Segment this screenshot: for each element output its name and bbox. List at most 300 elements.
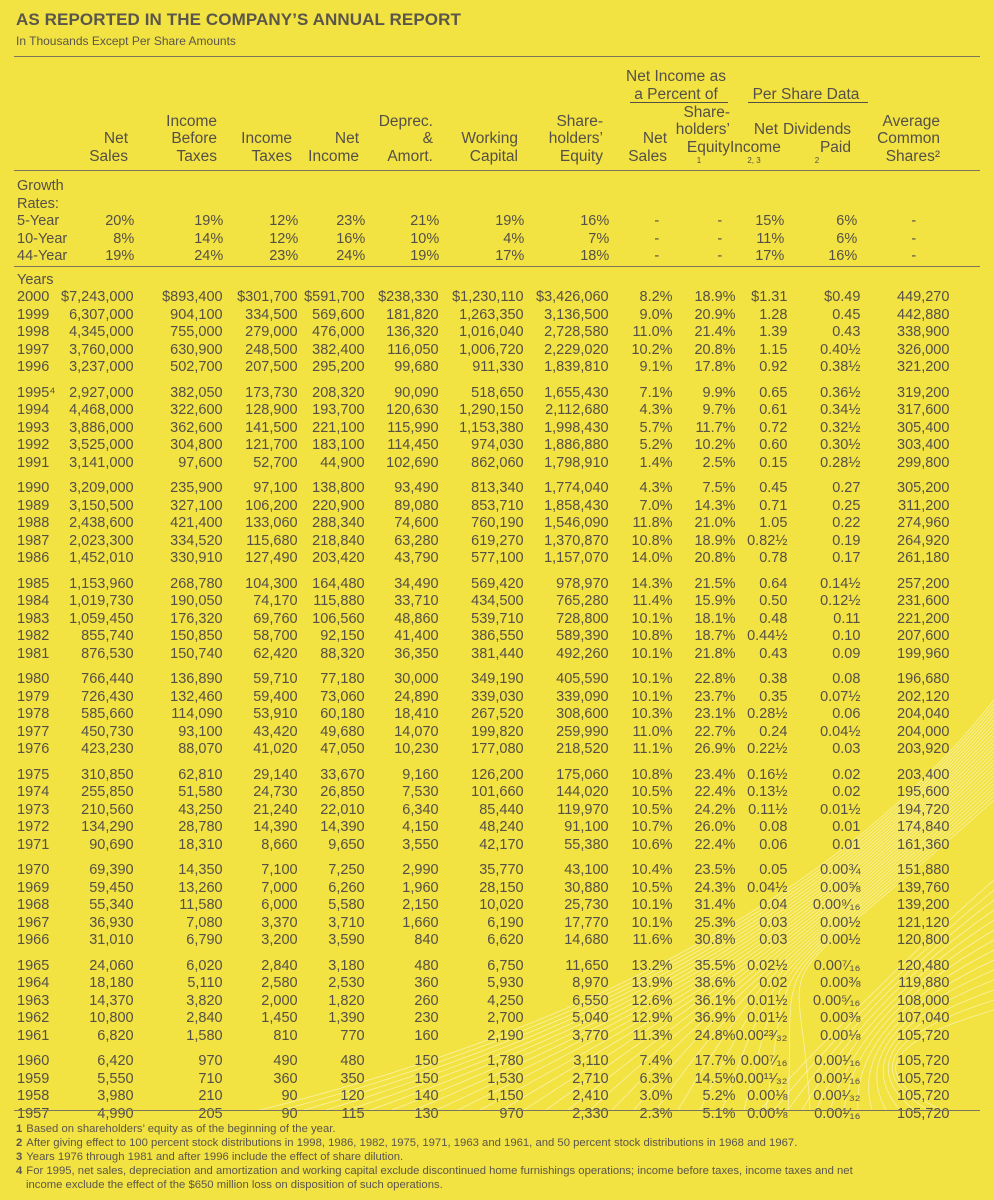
column-header-footnote-ref: 2, 3 — [747, 156, 761, 166]
table-cell: 264,920 — [897, 532, 950, 549]
table-cell: 5,580 — [328, 897, 365, 913]
table-cell: 1,780 — [487, 1053, 524, 1069]
table-cell: 235,900 — [170, 480, 223, 496]
table-cell: 0.61 — [759, 402, 788, 418]
table-row — [17, 576, 949, 594]
growth-cell: 21% — [410, 213, 440, 229]
table-cell: 24,730 — [253, 784, 298, 800]
table-cell: 21,240 — [253, 801, 298, 818]
table-cell: 3,237,000 — [69, 359, 134, 375]
table-cell: 18,310 — [178, 836, 223, 853]
table-cell: 728,800 — [556, 610, 609, 627]
column-header-line: Before — [171, 130, 217, 147]
table-cell: 164,480 — [312, 575, 365, 592]
table-cell: 904,100 — [170, 306, 223, 323]
growth-cell: 23% — [269, 248, 299, 264]
table-cell: 261,180 — [897, 550, 950, 566]
table-cell: 1,960 — [402, 879, 439, 896]
table-cell: 1,263,350 — [459, 306, 524, 323]
table-row — [17, 819, 949, 837]
table-cell: 3,710 — [328, 914, 365, 931]
table-cell: 5,930 — [487, 975, 524, 991]
table-cell: 2,438,600 — [69, 515, 134, 531]
table-cell: 2,410 — [572, 1088, 609, 1104]
table-row — [17, 706, 949, 724]
table-row — [17, 958, 949, 976]
table-row — [17, 1088, 949, 1106]
table-cell: 14.5% — [694, 1070, 736, 1087]
table-cell: 121,120 — [897, 914, 950, 931]
table-cell: 0.00⅝ — [820, 879, 861, 896]
table-cell: 0.00½ — [820, 932, 861, 948]
table-cell: 255,850 — [81, 784, 134, 800]
table-cell: 10.5% — [631, 801, 673, 818]
table-row — [17, 342, 949, 360]
table-cell: 23.7% — [694, 688, 736, 705]
years-label: Years — [17, 272, 54, 288]
year-label: 1976 — [17, 741, 50, 757]
table-row — [17, 437, 949, 455]
table-cell: 6,820 — [97, 1027, 134, 1044]
table-cell: 20.8% — [694, 341, 736, 358]
table-cell: 93,100 — [178, 723, 223, 740]
table-cell: 60,180 — [320, 706, 365, 722]
year-label: 1992 — [17, 437, 50, 453]
table-cell: 150,740 — [170, 645, 223, 662]
growth-row — [17, 231, 946, 249]
table-cell: 1,150 — [487, 1088, 524, 1104]
table-cell: 0.14½ — [820, 575, 861, 592]
table-cell: 41,400 — [394, 628, 439, 644]
table-cell: 1,452,010 — [69, 550, 134, 566]
table-cell: 1.39 — [759, 324, 788, 340]
table-cell: 1,655,430 — [544, 384, 609, 401]
table-cell: 1,059,450 — [69, 610, 134, 627]
table-cell: $591,700 — [304, 289, 365, 305]
table-cell: 48,240 — [479, 819, 524, 835]
table-row — [17, 1053, 949, 1071]
table-cell: 102,690 — [386, 454, 439, 471]
table-cell: 2,000 — [261, 992, 298, 1009]
table-cell: 619,270 — [471, 532, 524, 549]
table-cell: 248,500 — [245, 341, 298, 358]
table-cell: 23.4% — [694, 766, 736, 783]
table-cell: 2,927,000 — [69, 384, 134, 401]
table-row — [17, 862, 949, 880]
group-spacer — [17, 854, 949, 862]
table-cell: 18.9% — [694, 532, 736, 549]
footnote-number: 1 — [16, 1123, 23, 1135]
year-label: 1978 — [17, 706, 50, 722]
table-cell: 339,030 — [471, 688, 524, 705]
table-cell: 319,200 — [897, 384, 950, 401]
footnote — [16, 1150, 976, 1164]
table-cell: 0.22 — [832, 515, 861, 531]
column-header-line: Equity — [686, 138, 730, 156]
table-cell: 1,290,150 — [459, 402, 524, 418]
year-label: 1993 — [17, 419, 50, 436]
table-cell: 0.48 — [759, 610, 788, 627]
table-cell: 134,290 — [81, 819, 134, 835]
table-cell: 62,810 — [178, 766, 223, 783]
table-cell: 3,820 — [186, 992, 223, 1009]
table-cell: 3,150,500 — [69, 497, 134, 514]
growth-cell: 20% — [105, 213, 135, 229]
table-cell: 6.3% — [639, 1070, 673, 1087]
group-spacer — [17, 759, 949, 767]
table-cell: 132,460 — [170, 688, 223, 705]
table-cell: 13.2% — [631, 957, 673, 974]
table-cell: 139,760 — [897, 879, 950, 896]
year-label: 1969 — [17, 879, 50, 896]
table-cell: 0.50 — [759, 593, 788, 609]
table-row — [17, 724, 949, 742]
table-cell: 0.36½ — [820, 384, 861, 401]
table-cell: 89,080 — [394, 497, 439, 514]
table-cell: 0.38½ — [820, 359, 861, 375]
column-header-line: Net — [642, 130, 667, 147]
table-row — [17, 802, 949, 820]
table-cell: 10.4% — [631, 862, 673, 878]
table-cell: 9,160 — [402, 766, 439, 783]
table-cell: 22,010 — [320, 801, 365, 818]
table-row — [17, 1028, 949, 1046]
table-cell: 476,000 — [312, 324, 365, 340]
table-row — [17, 880, 949, 898]
column-header-line: Net — [103, 130, 128, 147]
table-cell: 6,190 — [487, 914, 524, 931]
year-label: 1968 — [17, 897, 50, 913]
table-row — [17, 915, 949, 933]
growth-divider — [14, 266, 980, 267]
table-cell: 4,250 — [487, 992, 524, 1009]
table-cell: 0.17 — [832, 550, 861, 566]
year-label: 1983 — [17, 610, 50, 627]
footnote-number: 4 — [16, 1165, 23, 1177]
table-cell: 0.00¾ — [820, 862, 861, 878]
table-cell: 3,110 — [573, 1053, 609, 1069]
table-cell: 17.7% — [694, 1053, 736, 1069]
table-cell: 10,800 — [89, 1010, 134, 1026]
table-cell: 22.4% — [694, 784, 736, 800]
growth-cell: 6% — [836, 213, 858, 229]
column-header-line: Taxes — [176, 147, 217, 165]
table-cell: 0.06 — [759, 836, 788, 853]
table-cell: 1.4% — [639, 454, 673, 471]
table-cell: 339,090 — [556, 688, 609, 705]
table-cell: 2,580 — [261, 975, 298, 991]
table-cell: 305,200 — [897, 480, 950, 496]
table-cell: 202,120 — [897, 688, 950, 705]
table-cell: 0.71 — [759, 497, 788, 514]
table-row — [17, 402, 949, 420]
year-label: 1984 — [17, 593, 50, 609]
column-header-line: holders’ — [675, 121, 730, 139]
table-cell: 210 — [198, 1088, 223, 1104]
page-title: AS REPORTED IN THE COMPANY’S ANNUAL REPORT — [16, 10, 461, 29]
year-label: 1963 — [17, 992, 50, 1009]
table-cell: 0.01 — [832, 836, 861, 853]
table-cell: 22.4% — [694, 836, 736, 853]
table-cell: 8,660 — [261, 836, 298, 853]
table-cell: 10.2% — [631, 341, 673, 358]
table-cell: 0.06 — [832, 706, 861, 722]
table-cell: 2,840 — [186, 1010, 223, 1026]
table-cell: 220,900 — [312, 497, 365, 514]
table-cell: 0.60 — [759, 437, 788, 453]
table-cell: 970 — [499, 1105, 524, 1122]
growth-cell: 17% — [755, 248, 785, 264]
table-cell: 259,990 — [556, 723, 609, 740]
table-cell: 101,660 — [471, 784, 524, 800]
table-cell: 62,420 — [253, 645, 298, 662]
table-cell: 18.1% — [694, 610, 736, 627]
growth-cell: 19% — [495, 213, 525, 229]
year-label: 1975 — [17, 766, 50, 783]
table-cell: 327,100 — [170, 497, 223, 514]
table-cell: 44,900 — [320, 454, 365, 471]
table-cell: 4,345,000 — [69, 324, 134, 340]
table-cell: 7,080 — [186, 914, 223, 931]
year-label: 1972 — [17, 819, 50, 835]
table-cell: 207,500 — [245, 359, 298, 375]
table-row — [17, 307, 949, 325]
growth-cell: 14% — [194, 230, 224, 247]
year-label: 1958 — [17, 1088, 50, 1104]
table-cell: 381,440 — [471, 645, 524, 662]
table-cell: 18,180 — [89, 975, 134, 991]
year-label: 1998 — [17, 324, 50, 340]
table-cell: 7.1% — [639, 384, 673, 401]
table-cell: 0.72 — [759, 419, 788, 436]
table-row — [17, 932, 949, 950]
table-row — [17, 533, 949, 551]
table-cell: 53,910 — [253, 706, 298, 722]
table-cell: 1,580 — [186, 1027, 223, 1044]
table-cell: 1.15 — [759, 341, 788, 358]
table-cell: 3,980 — [97, 1088, 134, 1104]
column-header-line: Common — [877, 130, 940, 147]
table-cell: 43,250 — [178, 801, 223, 818]
group-spacer — [17, 1045, 949, 1053]
table-cell: 0.04½ — [747, 879, 788, 896]
table-cell: 577,100 — [471, 550, 524, 566]
table-cell: 59,450 — [89, 879, 134, 896]
footnote-text: After giving effect to 100 percent stock distributions in 1998, 1986, 1982, 1975, 1971, 1963 and 1961, and 50 percent stock distributions in 1968 and 1967. — [26, 1137, 798, 1149]
table-cell: 10.1% — [631, 645, 673, 662]
table-cell: 11,650 — [565, 957, 609, 974]
year-label: 1988 — [17, 515, 50, 531]
year-label: 1997 — [17, 341, 50, 358]
table-cell: 11.4% — [632, 593, 673, 609]
table-cell: 25.3% — [694, 914, 736, 931]
table-cell: 133,060 — [245, 515, 298, 531]
column-header-pct-net-sales — [607, 130, 667, 165]
table-cell: 88,320 — [320, 645, 365, 662]
table-cell: 6,620 — [487, 932, 524, 948]
table-row — [17, 593, 949, 611]
column-header-line: Average — [882, 112, 940, 130]
column-header-working-capital — [436, 130, 518, 165]
growth-row — [17, 213, 946, 231]
table-cell: 2,840 — [261, 957, 298, 974]
table-cell: 151,880 — [897, 862, 950, 878]
growth-row — [17, 248, 946, 266]
column-header-line: Income — [166, 112, 217, 130]
table-cell: 518,650 — [471, 384, 524, 401]
group-underline-per-share — [748, 102, 868, 103]
group-spacer — [17, 377, 949, 385]
table-cell: 330,910 — [170, 550, 223, 566]
table-cell: 33,710 — [394, 593, 439, 609]
year-label: 1957 — [17, 1105, 50, 1122]
table-cell: 755,000 — [170, 324, 223, 340]
footnote-continuation: income exclude the effect of the $650 million loss on disposition of such operations. — [26, 1179, 443, 1191]
table-cell: 24,060 — [89, 957, 134, 974]
table-cell: 0.07½ — [820, 688, 861, 705]
table-cell: 105,720 — [897, 1070, 950, 1087]
table-cell: 31,010 — [89, 932, 134, 948]
table-cell: 105,720 — [897, 1088, 950, 1104]
column-header-line: Amort. — [387, 147, 433, 165]
table-cell: 10.8% — [631, 628, 673, 644]
table-cell: 138,800 — [312, 480, 365, 496]
table-cell: 121,700 — [245, 437, 298, 453]
column-header-shareholders-equity — [521, 113, 603, 166]
table-cell: 14,350 — [178, 862, 223, 878]
growth-cell: 18% — [580, 248, 610, 264]
table-cell: 150 — [414, 1053, 439, 1069]
page-subtitle: In Thousands Except Per Share Amounts — [16, 34, 236, 48]
table-cell: 34,490 — [394, 575, 439, 592]
growth-cell: 16% — [828, 248, 858, 264]
table-cell: 5,110 — [187, 975, 223, 991]
table-cell: 13.9% — [631, 975, 673, 991]
growth-period-label: 5-Year — [17, 213, 60, 229]
table-cell: 130 — [414, 1105, 439, 1122]
table-cell: 10.1% — [631, 897, 673, 913]
table-cell: 73,060 — [320, 688, 365, 705]
annual-data-table — [17, 289, 949, 1123]
table-cell: 2.5% — [702, 454, 736, 471]
table-cell: 288,340 — [312, 515, 365, 531]
table-cell: 204,040 — [897, 706, 950, 722]
table-cell: 14,680 — [564, 932, 609, 948]
year-label: 1959 — [17, 1070, 50, 1087]
table-cell: 710 — [198, 1070, 223, 1087]
table-row — [17, 646, 949, 664]
table-cell: 0.00⅛ — [747, 1088, 788, 1104]
table-cell: 20.8% — [694, 550, 736, 566]
group-spacer — [17, 663, 949, 671]
growth-cell: 6% — [836, 230, 858, 247]
table-cell: 6,340 — [402, 801, 439, 818]
table-cell: $1,230,110 — [452, 289, 524, 305]
table-cell: 0.05 — [759, 862, 788, 878]
table-cell: 14.0% — [631, 550, 673, 566]
table-cell: 14.3% — [631, 575, 673, 592]
table-cell: 6,750 — [487, 957, 524, 974]
table-cell: 1,153,380 — [459, 419, 524, 436]
table-row — [17, 455, 949, 473]
table-cell: 4.3% — [639, 480, 673, 496]
table-cell: 1,546,090 — [544, 515, 609, 531]
table-cell: 9,650 — [328, 836, 365, 853]
table-cell: 11.0% — [632, 324, 673, 340]
table-cell: 855,740 — [81, 628, 134, 644]
growth-cell: - — [911, 248, 917, 264]
table-cell: 421,400 — [170, 515, 223, 531]
table-cell: 106,200 — [245, 497, 298, 514]
table-cell: 43,790 — [394, 550, 439, 566]
table-cell: 51,580 — [178, 784, 223, 800]
table-cell: 260 — [414, 992, 439, 1009]
year-label: 2000 — [17, 289, 50, 305]
growth-label-line1: Growth — [17, 178, 64, 194]
table-cell: 120,480 — [897, 957, 950, 974]
table-cell: 36.1% — [694, 992, 736, 1009]
table-cell: 569,600 — [312, 306, 365, 323]
table-cell: 1,820 — [328, 992, 365, 1009]
table-cell: 18,410 — [394, 706, 439, 722]
table-cell: 21.8% — [694, 645, 736, 662]
table-cell: 2,990 — [402, 862, 439, 878]
year-label: 1970 — [17, 862, 50, 878]
table-cell: 840 — [414, 932, 439, 948]
table-cell: 18.9% — [694, 289, 736, 305]
table-cell: 14,370 — [89, 992, 134, 1009]
table-cell: 199,960 — [897, 645, 950, 662]
table-cell: 120 — [340, 1088, 365, 1104]
footnote — [16, 1122, 976, 1136]
table-cell: 91,100 — [564, 819, 609, 835]
growth-cell: 16% — [336, 230, 366, 247]
year-label: 1982 — [17, 628, 50, 644]
year-label: 1965 — [17, 957, 50, 974]
year-label: 1989 — [17, 497, 50, 514]
table-cell: 1,839,810 — [544, 359, 609, 375]
growth-cell: - — [717, 230, 723, 247]
table-row — [17, 420, 949, 438]
table-cell: 20.9% — [694, 306, 736, 323]
table-cell: 36,350 — [394, 645, 439, 662]
table-cell: 106,560 — [312, 610, 365, 627]
table-cell: 2,530 — [328, 975, 365, 991]
column-header-line: Working — [461, 130, 518, 147]
table-cell: 10.5% — [631, 879, 673, 896]
table-cell: 3,370 — [261, 914, 298, 931]
table-cell: 107,040 — [897, 1010, 950, 1026]
table-cell: 3,760,000 — [69, 341, 134, 358]
table-cell: 10,230 — [394, 741, 439, 757]
table-cell: 105,720 — [897, 1027, 950, 1044]
table-cell: 360 — [414, 975, 439, 991]
growth-cell: - — [654, 230, 660, 247]
table-cell: 136,890 — [170, 671, 223, 687]
table-cell: 1,019,730 — [69, 593, 134, 609]
footnote — [16, 1136, 976, 1150]
growth-cell: 4% — [503, 230, 525, 247]
table-cell: 766,440 — [81, 671, 134, 687]
table-cell: 0.43 — [759, 645, 788, 662]
table-cell: 58,700 — [253, 628, 298, 644]
table-cell: 26,850 — [320, 784, 365, 800]
table-cell: 0.00⅛ — [820, 1027, 861, 1044]
column-header-net-income — [295, 130, 359, 165]
table-row — [17, 993, 949, 1011]
table-cell: 4,150 — [402, 819, 439, 835]
table-cell: 0.28½ — [820, 454, 861, 471]
